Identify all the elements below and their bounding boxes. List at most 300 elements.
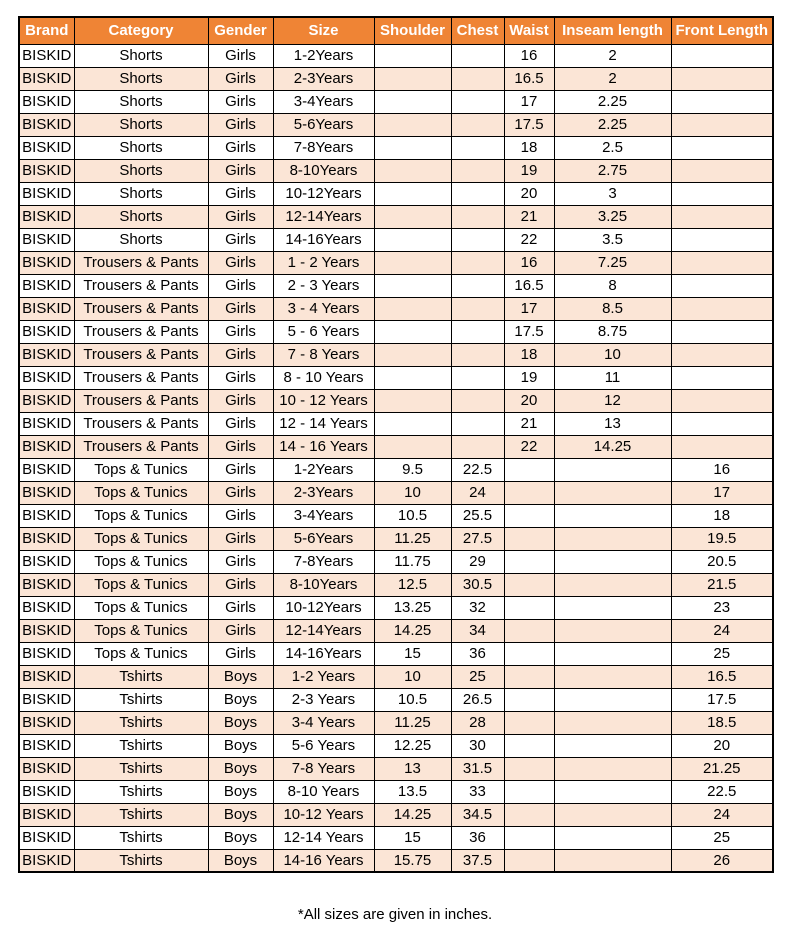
cell-brand: BISKID bbox=[19, 596, 74, 619]
cell-chest bbox=[451, 44, 504, 67]
cell-brand: BISKID bbox=[19, 412, 74, 435]
cell-category: Tshirts bbox=[74, 688, 208, 711]
cell-chest: 25 bbox=[451, 665, 504, 688]
cell-shoulder bbox=[374, 113, 451, 136]
cell-gender: Girls bbox=[208, 228, 273, 251]
cell-gender: Girls bbox=[208, 251, 273, 274]
cell-inseam: 3 bbox=[554, 182, 671, 205]
cell-inseam: 8.75 bbox=[554, 320, 671, 343]
cell-gender: Girls bbox=[208, 619, 273, 642]
cell-size: 1 - 2 Years bbox=[273, 251, 374, 274]
cell-waist bbox=[504, 458, 554, 481]
cell-waist: 16 bbox=[504, 44, 554, 67]
cell-size: 3-4 Years bbox=[273, 711, 374, 734]
cell-size: 12-14Years bbox=[273, 205, 374, 228]
cell-chest bbox=[451, 343, 504, 366]
cell-front: 25 bbox=[671, 642, 773, 665]
cell-chest bbox=[451, 435, 504, 458]
cell-brand: BISKID bbox=[19, 389, 74, 412]
cell-waist bbox=[504, 757, 554, 780]
cell-chest: 26.5 bbox=[451, 688, 504, 711]
cell-waist: 17.5 bbox=[504, 113, 554, 136]
cell-front bbox=[671, 366, 773, 389]
cell-brand: BISKID bbox=[19, 274, 74, 297]
cell-chest: 37.5 bbox=[451, 849, 504, 872]
cell-front: 16 bbox=[671, 458, 773, 481]
cell-shoulder: 14.25 bbox=[374, 619, 451, 642]
cell-gender: Girls bbox=[208, 44, 273, 67]
cell-gender: Boys bbox=[208, 826, 273, 849]
cell-gender: Girls bbox=[208, 205, 273, 228]
cell-shoulder: 15 bbox=[374, 826, 451, 849]
table-row bbox=[19, 803, 773, 826]
cell-category: Tops & Tunics bbox=[74, 550, 208, 573]
cell-front: 20.5 bbox=[671, 550, 773, 573]
cell-chest: 30 bbox=[451, 734, 504, 757]
cell-chest bbox=[451, 113, 504, 136]
cell-gender: Girls bbox=[208, 297, 273, 320]
cell-inseam bbox=[554, 573, 671, 596]
cell-chest: 22.5 bbox=[451, 458, 504, 481]
cell-waist: 16.5 bbox=[504, 274, 554, 297]
cell-waist bbox=[504, 527, 554, 550]
cell-size: 8-10Years bbox=[273, 573, 374, 596]
cell-chest: 29 bbox=[451, 550, 504, 573]
cell-shoulder: 12.25 bbox=[374, 734, 451, 757]
cell-front bbox=[671, 44, 773, 67]
cell-brand: BISKID bbox=[19, 343, 74, 366]
cell-waist: 17.5 bbox=[504, 320, 554, 343]
cell-category: Shorts bbox=[74, 182, 208, 205]
cell-brand: BISKID bbox=[19, 320, 74, 343]
cell-brand: BISKID bbox=[19, 228, 74, 251]
cell-chest bbox=[451, 389, 504, 412]
cell-category: Tops & Tunics bbox=[74, 504, 208, 527]
cell-gender: Girls bbox=[208, 527, 273, 550]
cell-chest: 24 bbox=[451, 481, 504, 504]
cell-shoulder bbox=[374, 228, 451, 251]
cell-waist bbox=[504, 849, 554, 872]
cell-front bbox=[671, 435, 773, 458]
cell-front bbox=[671, 251, 773, 274]
cell-gender: Girls bbox=[208, 504, 273, 527]
cell-size: 5-6Years bbox=[273, 113, 374, 136]
cell-inseam bbox=[554, 504, 671, 527]
cell-shoulder: 11.25 bbox=[374, 527, 451, 550]
cell-brand: BISKID bbox=[19, 688, 74, 711]
cell-waist: 20 bbox=[504, 182, 554, 205]
cell-front: 22.5 bbox=[671, 780, 773, 803]
cell-shoulder bbox=[374, 205, 451, 228]
cell-category: Shorts bbox=[74, 113, 208, 136]
cell-size: 2-3 Years bbox=[273, 688, 374, 711]
cell-gender: Boys bbox=[208, 711, 273, 734]
cell-waist: 16 bbox=[504, 251, 554, 274]
cell-waist: 22 bbox=[504, 435, 554, 458]
cell-size: 1-2 Years bbox=[273, 665, 374, 688]
cell-category: Trousers & Pants bbox=[74, 343, 208, 366]
table-row bbox=[19, 642, 773, 665]
table-row bbox=[19, 481, 773, 504]
cell-inseam: 2 bbox=[554, 67, 671, 90]
cell-inseam bbox=[554, 826, 671, 849]
cell-waist: 18 bbox=[504, 343, 554, 366]
cell-gender: Girls bbox=[208, 389, 273, 412]
cell-chest bbox=[451, 182, 504, 205]
cell-size: 7-8Years bbox=[273, 136, 374, 159]
cell-inseam: 3.5 bbox=[554, 228, 671, 251]
cell-inseam bbox=[554, 757, 671, 780]
cell-front bbox=[671, 274, 773, 297]
cell-front bbox=[671, 389, 773, 412]
cell-front: 24 bbox=[671, 803, 773, 826]
header-row bbox=[19, 17, 773, 44]
cell-brand: BISKID bbox=[19, 458, 74, 481]
cell-waist: 17 bbox=[504, 297, 554, 320]
cell-inseam bbox=[554, 596, 671, 619]
table-row bbox=[19, 205, 773, 228]
cell-inseam bbox=[554, 849, 671, 872]
cell-front: 21.25 bbox=[671, 757, 773, 780]
cell-chest: 32 bbox=[451, 596, 504, 619]
cell-shoulder: 10 bbox=[374, 481, 451, 504]
cell-waist bbox=[504, 734, 554, 757]
cell-front bbox=[671, 159, 773, 182]
header-cell-inseam: Inseam length bbox=[554, 17, 671, 44]
cell-waist bbox=[504, 619, 554, 642]
cell-inseam: 2.25 bbox=[554, 90, 671, 113]
cell-brand: BISKID bbox=[19, 251, 74, 274]
cell-gender: Boys bbox=[208, 757, 273, 780]
cell-waist: 22 bbox=[504, 228, 554, 251]
cell-size: 2-3Years bbox=[273, 481, 374, 504]
cell-brand: BISKID bbox=[19, 136, 74, 159]
cell-category: Tshirts bbox=[74, 757, 208, 780]
cell-category: Tops & Tunics bbox=[74, 573, 208, 596]
cell-inseam: 11 bbox=[554, 366, 671, 389]
cell-category: Shorts bbox=[74, 228, 208, 251]
cell-chest bbox=[451, 320, 504, 343]
cell-category: Trousers & Pants bbox=[74, 389, 208, 412]
cell-shoulder bbox=[374, 274, 451, 297]
cell-inseam bbox=[554, 619, 671, 642]
cell-shoulder: 13.5 bbox=[374, 780, 451, 803]
cell-shoulder: 15.75 bbox=[374, 849, 451, 872]
cell-gender: Boys bbox=[208, 734, 273, 757]
cell-brand: BISKID bbox=[19, 182, 74, 205]
cell-inseam bbox=[554, 665, 671, 688]
table-row bbox=[19, 182, 773, 205]
cell-front bbox=[671, 182, 773, 205]
table-row bbox=[19, 113, 773, 136]
table-row bbox=[19, 90, 773, 113]
cell-category: Tshirts bbox=[74, 711, 208, 734]
cell-front bbox=[671, 228, 773, 251]
cell-brand: BISKID bbox=[19, 826, 74, 849]
cell-size: 3-4Years bbox=[273, 90, 374, 113]
cell-front bbox=[671, 343, 773, 366]
cell-front bbox=[671, 205, 773, 228]
cell-brand: BISKID bbox=[19, 159, 74, 182]
table-row bbox=[19, 389, 773, 412]
cell-brand: BISKID bbox=[19, 67, 74, 90]
cell-size: 14-16Years bbox=[273, 228, 374, 251]
cell-gender: Boys bbox=[208, 665, 273, 688]
cell-gender: Girls bbox=[208, 596, 273, 619]
table-row bbox=[19, 504, 773, 527]
size-table bbox=[18, 16, 774, 873]
cell-inseam: 13 bbox=[554, 412, 671, 435]
cell-chest bbox=[451, 412, 504, 435]
table-row bbox=[19, 780, 773, 803]
cell-gender: Girls bbox=[208, 458, 273, 481]
cell-waist bbox=[504, 665, 554, 688]
cell-chest bbox=[451, 159, 504, 182]
size-table-header bbox=[19, 17, 773, 44]
cell-front bbox=[671, 320, 773, 343]
cell-category: Shorts bbox=[74, 67, 208, 90]
cell-category: Shorts bbox=[74, 205, 208, 228]
cell-size: 14-16 Years bbox=[273, 849, 374, 872]
cell-size: 5-6 Years bbox=[273, 734, 374, 757]
cell-shoulder bbox=[374, 297, 451, 320]
table-row bbox=[19, 136, 773, 159]
cell-category: Trousers & Pants bbox=[74, 297, 208, 320]
cell-gender: Girls bbox=[208, 90, 273, 113]
cell-front bbox=[671, 113, 773, 136]
cell-chest: 25.5 bbox=[451, 504, 504, 527]
cell-waist: 21 bbox=[504, 205, 554, 228]
cell-inseam bbox=[554, 481, 671, 504]
cell-front: 18.5 bbox=[671, 711, 773, 734]
cell-inseam: 14.25 bbox=[554, 435, 671, 458]
size-table-body bbox=[19, 44, 773, 872]
cell-shoulder bbox=[374, 182, 451, 205]
cell-category: Trousers & Pants bbox=[74, 251, 208, 274]
cell-category: Tshirts bbox=[74, 665, 208, 688]
table-row bbox=[19, 159, 773, 182]
cell-brand: BISKID bbox=[19, 550, 74, 573]
cell-gender: Girls bbox=[208, 366, 273, 389]
cell-inseam: 7.25 bbox=[554, 251, 671, 274]
cell-front bbox=[671, 90, 773, 113]
header-cell-waist: Waist bbox=[504, 17, 554, 44]
cell-inseam bbox=[554, 688, 671, 711]
table-row bbox=[19, 826, 773, 849]
cell-gender: Boys bbox=[208, 780, 273, 803]
cell-brand: BISKID bbox=[19, 573, 74, 596]
cell-chest bbox=[451, 136, 504, 159]
cell-gender: Girls bbox=[208, 113, 273, 136]
cell-size: 7 - 8 Years bbox=[273, 343, 374, 366]
cell-shoulder bbox=[374, 251, 451, 274]
table-row bbox=[19, 596, 773, 619]
table-row bbox=[19, 320, 773, 343]
cell-size: 10-12Years bbox=[273, 182, 374, 205]
cell-front: 17.5 bbox=[671, 688, 773, 711]
cell-waist: 20 bbox=[504, 389, 554, 412]
table-row bbox=[19, 711, 773, 734]
cell-waist bbox=[504, 780, 554, 803]
cell-shoulder: 10 bbox=[374, 665, 451, 688]
cell-category: Trousers & Pants bbox=[74, 435, 208, 458]
cell-waist: 19 bbox=[504, 366, 554, 389]
cell-brand: BISKID bbox=[19, 527, 74, 550]
cell-waist bbox=[504, 642, 554, 665]
cell-inseam bbox=[554, 803, 671, 826]
cell-gender: Girls bbox=[208, 481, 273, 504]
cell-size: 8-10Years bbox=[273, 159, 374, 182]
table-row bbox=[19, 412, 773, 435]
cell-waist: 21 bbox=[504, 412, 554, 435]
cell-size: 3 - 4 Years bbox=[273, 297, 374, 320]
cell-size: 12-14Years bbox=[273, 619, 374, 642]
cell-gender: Boys bbox=[208, 849, 273, 872]
cell-front: 25 bbox=[671, 826, 773, 849]
cell-gender: Boys bbox=[208, 688, 273, 711]
cell-shoulder bbox=[374, 136, 451, 159]
cell-size: 10 - 12 Years bbox=[273, 389, 374, 412]
cell-category: Tshirts bbox=[74, 826, 208, 849]
cell-size: 12-14 Years bbox=[273, 826, 374, 849]
cell-brand: BISKID bbox=[19, 665, 74, 688]
cell-waist bbox=[504, 688, 554, 711]
cell-inseam bbox=[554, 780, 671, 803]
header-cell-category: Category bbox=[74, 17, 208, 44]
cell-inseam: 8.5 bbox=[554, 297, 671, 320]
table-row bbox=[19, 573, 773, 596]
cell-category: Trousers & Pants bbox=[74, 412, 208, 435]
table-row bbox=[19, 251, 773, 274]
cell-brand: BISKID bbox=[19, 780, 74, 803]
cell-inseam: 2.75 bbox=[554, 159, 671, 182]
cell-shoulder bbox=[374, 159, 451, 182]
cell-waist: 18 bbox=[504, 136, 554, 159]
table-row bbox=[19, 435, 773, 458]
cell-chest: 36 bbox=[451, 826, 504, 849]
cell-brand: BISKID bbox=[19, 711, 74, 734]
cell-chest: 34 bbox=[451, 619, 504, 642]
cell-inseam bbox=[554, 550, 671, 573]
table-row bbox=[19, 67, 773, 90]
cell-brand: BISKID bbox=[19, 44, 74, 67]
cell-category: Tshirts bbox=[74, 734, 208, 757]
cell-front: 26 bbox=[671, 849, 773, 872]
cell-shoulder: 13 bbox=[374, 757, 451, 780]
cell-gender: Girls bbox=[208, 67, 273, 90]
cell-category: Tshirts bbox=[74, 803, 208, 826]
cell-waist bbox=[504, 596, 554, 619]
cell-shoulder: 11.75 bbox=[374, 550, 451, 573]
cell-gender: Girls bbox=[208, 274, 273, 297]
cell-front bbox=[671, 297, 773, 320]
cell-chest: 31.5 bbox=[451, 757, 504, 780]
cell-shoulder: 10.5 bbox=[374, 688, 451, 711]
cell-chest bbox=[451, 366, 504, 389]
cell-chest bbox=[451, 205, 504, 228]
cell-category: Tshirts bbox=[74, 780, 208, 803]
cell-size: 14 - 16 Years bbox=[273, 435, 374, 458]
cell-chest bbox=[451, 228, 504, 251]
cell-brand: BISKID bbox=[19, 113, 74, 136]
cell-front: 24 bbox=[671, 619, 773, 642]
cell-waist: 19 bbox=[504, 159, 554, 182]
cell-waist bbox=[504, 826, 554, 849]
cell-size: 8 - 10 Years bbox=[273, 366, 374, 389]
cell-waist bbox=[504, 550, 554, 573]
cell-brand: BISKID bbox=[19, 757, 74, 780]
table-row bbox=[19, 757, 773, 780]
cell-chest: 28 bbox=[451, 711, 504, 734]
cell-shoulder: 10.5 bbox=[374, 504, 451, 527]
cell-shoulder bbox=[374, 343, 451, 366]
cell-shoulder: 14.25 bbox=[374, 803, 451, 826]
cell-inseam: 10 bbox=[554, 343, 671, 366]
cell-front: 20 bbox=[671, 734, 773, 757]
cell-shoulder bbox=[374, 435, 451, 458]
cell-brand: BISKID bbox=[19, 205, 74, 228]
header-cell-size: Size bbox=[273, 17, 374, 44]
cell-gender: Girls bbox=[208, 550, 273, 573]
cell-category: Tops & Tunics bbox=[74, 481, 208, 504]
cell-size: 10-12Years bbox=[273, 596, 374, 619]
cell-brand: BISKID bbox=[19, 90, 74, 113]
cell-category: Shorts bbox=[74, 159, 208, 182]
header-cell-chest: Chest bbox=[451, 17, 504, 44]
cell-waist bbox=[504, 504, 554, 527]
cell-gender: Girls bbox=[208, 412, 273, 435]
cell-inseam bbox=[554, 642, 671, 665]
table-row bbox=[19, 297, 773, 320]
cell-shoulder: 11.25 bbox=[374, 711, 451, 734]
cell-gender: Girls bbox=[208, 159, 273, 182]
cell-front bbox=[671, 67, 773, 90]
cell-front: 21.5 bbox=[671, 573, 773, 596]
cell-brand: BISKID bbox=[19, 297, 74, 320]
cell-size: 7-8 Years bbox=[273, 757, 374, 780]
cell-front: 16.5 bbox=[671, 665, 773, 688]
cell-waist: 17 bbox=[504, 90, 554, 113]
cell-category: Tops & Tunics bbox=[74, 596, 208, 619]
header-cell-brand: Brand bbox=[19, 17, 74, 44]
table-row bbox=[19, 274, 773, 297]
cell-waist bbox=[504, 573, 554, 596]
cell-shoulder bbox=[374, 366, 451, 389]
units-footnote: *All sizes are given in inches. bbox=[297, 906, 493, 923]
cell-category: Trousers & Pants bbox=[74, 366, 208, 389]
cell-gender: Girls bbox=[208, 182, 273, 205]
cell-shoulder: 12.5 bbox=[374, 573, 451, 596]
cell-chest: 36 bbox=[451, 642, 504, 665]
cell-chest: 27.5 bbox=[451, 527, 504, 550]
table-row bbox=[19, 688, 773, 711]
cell-size: 14-16Years bbox=[273, 642, 374, 665]
cell-chest bbox=[451, 67, 504, 90]
table-row bbox=[19, 228, 773, 251]
header-cell-gender: Gender bbox=[208, 17, 273, 44]
table-row bbox=[19, 550, 773, 573]
cell-size: 3-4Years bbox=[273, 504, 374, 527]
cell-inseam: 12 bbox=[554, 389, 671, 412]
cell-brand: BISKID bbox=[19, 366, 74, 389]
cell-brand: BISKID bbox=[19, 504, 74, 527]
cell-size: 2 - 3 Years bbox=[273, 274, 374, 297]
header-cell-front: Front Length bbox=[671, 17, 773, 44]
table-row bbox=[19, 665, 773, 688]
cell-inseam bbox=[554, 711, 671, 734]
cell-size: 7-8Years bbox=[273, 550, 374, 573]
cell-category: Tops & Tunics bbox=[74, 458, 208, 481]
